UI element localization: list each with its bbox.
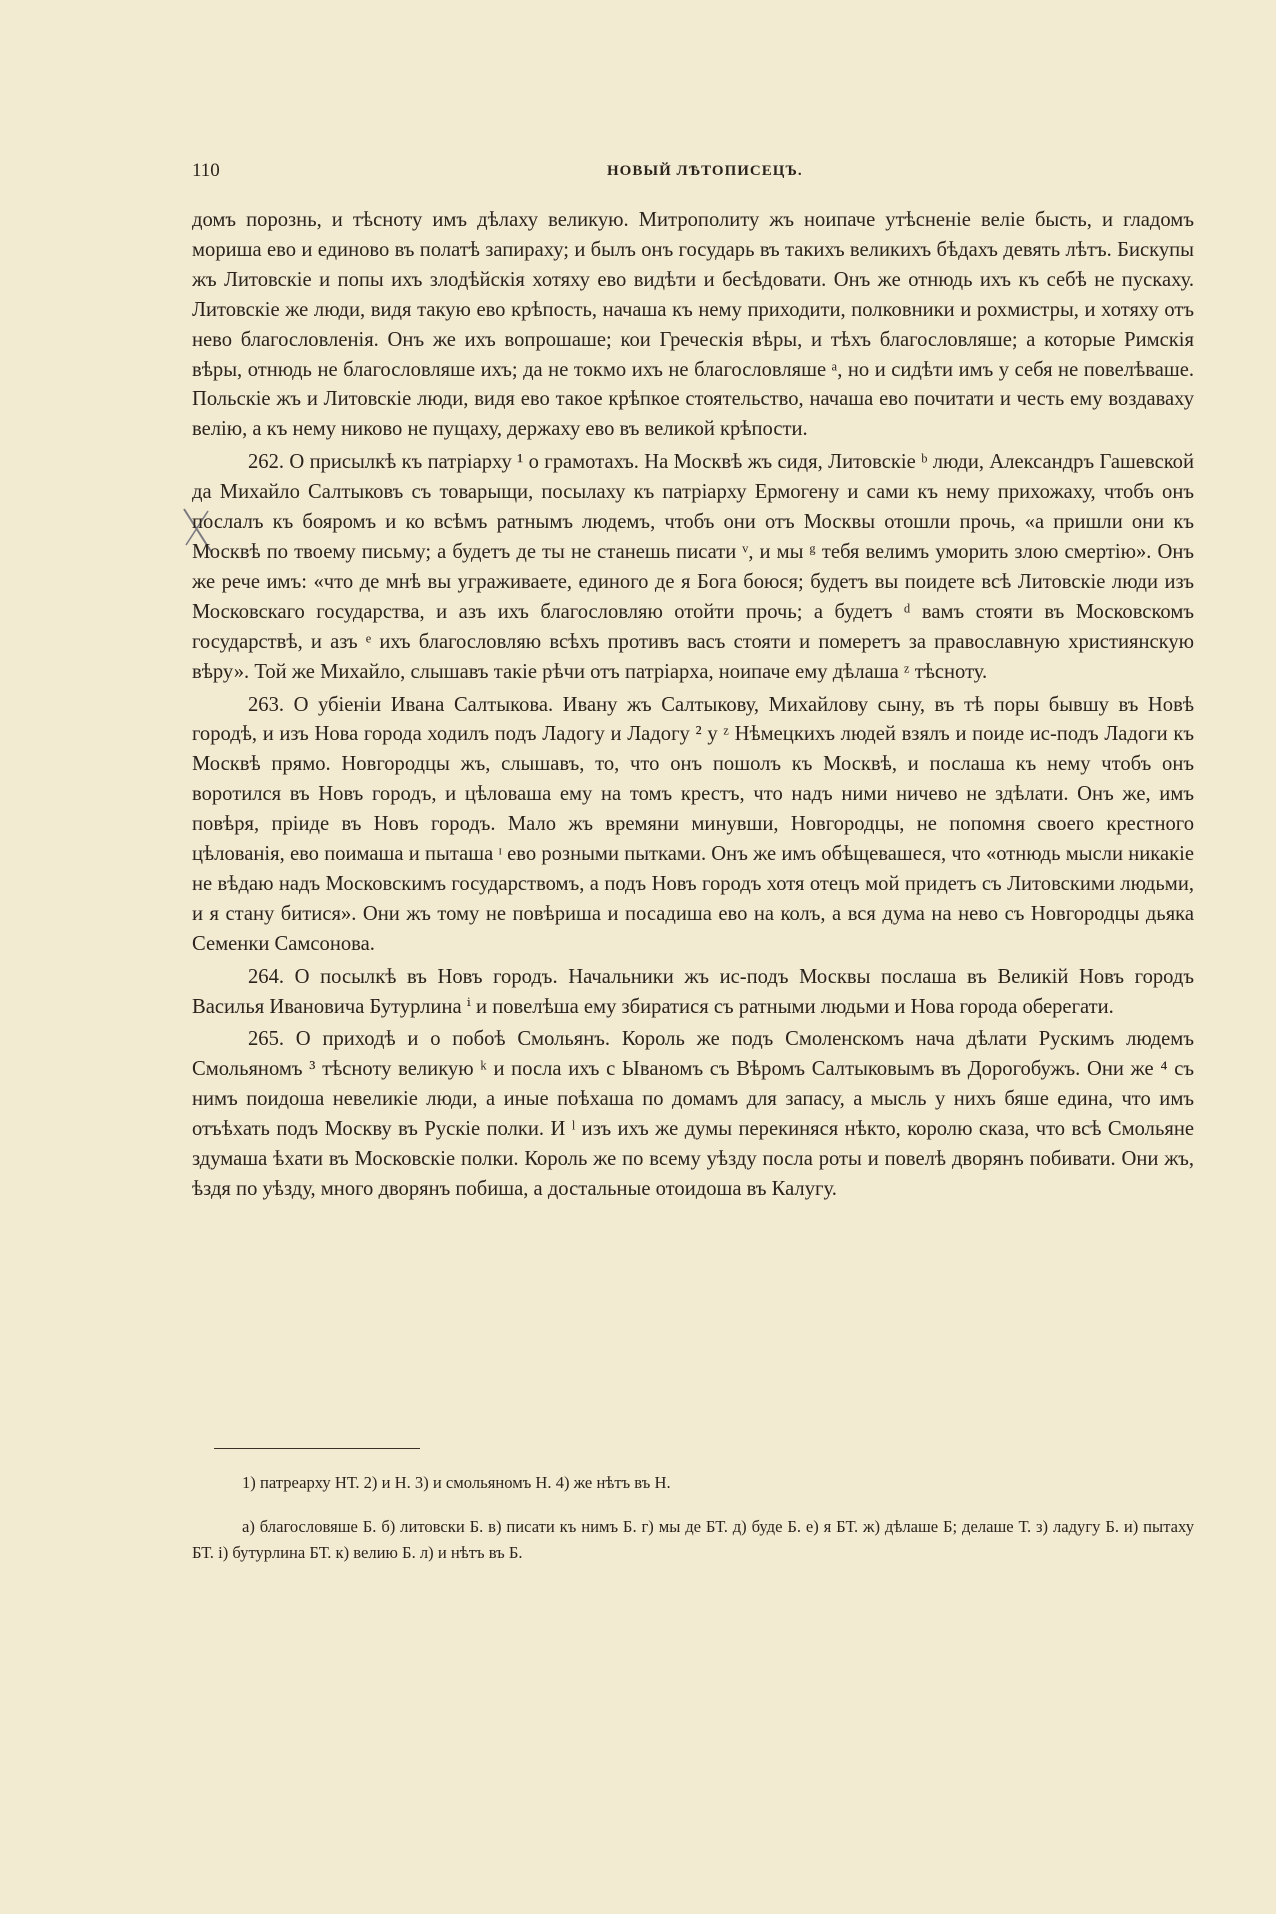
- paragraph-262: 262. О присылкѣ къ патріарху ¹ о грамотахъ. На Москвѣ жъ сидя, Литовскіе ᵇ люди, Александръ Гашевской да Михайло Салтыковъ съ товарыщи, посылаху къ патріарху Ермогену и сами къ нему прихожаху, чтобъ онъ послалъ къ бояромъ и ко всѣмъ ратнымъ людемъ, чтобъ они отъ Москвы отошли прочь, «а пришли они къ Москвѣ по твоему письму; а будетъ де ты не станешь писати ᵛ, и мы ᵍ тебя велимъ уморить злою смертію». Онъ же рече имъ: «что де мнѣ вы угрaживаете, единого де я Бога боюся; будетъ вы поидете всѣ Литовскіе люди изъ Московскаго государства, и азъ ихъ благословляю отойти прочь; а будетъ ᵈ вамъ стояти въ Московскомъ государствѣ, и азъ ᵉ ихъ благословляю всѣхъ противъ васъ стояти и померетъ за православную християнскую вѣру». Той же Михайло, слышавъ такіе рѣчи отъ патріарха, ноипаче ему дѣлаша ᶻ тѣсноту.: [192, 451, 1194, 683]
- paragraph-continuation: домъ порознь, и тѣсноту имъ дѣлаху великую. Митрополиту жъ ноипаче утѣсненіе веліе бысть, и гладомъ мориша ево и единово въ полатѣ запираху; и былъ онъ государь въ такихъ великихъ бѣдахъ девять лѣтъ. Бискупы жъ Литовскіе и попы ихъ злодѣйскія хотяху ево видѣти и бесѣдовати. Онъ же отнюдь ихъ къ себѣ не пускаху. Литовскіе же люди, видя такую ево крѣпость, начаша къ нему приходити, полковники и рохмистры, и хотяху отъ нево благословленія. Онъ же ихъ вопрошаше; кои Греческія вѣры, и тѣхъ благословляше; а которые Римскія вѣры, отнюдь не благословляше ихъ; да не токмо ихъ не благословляше ᵃ, но и сидѣти имъ у себя не повелѣваше. Польскіе жъ и Литовскіе люди, видя ево такое крѣпкое стоятельство, начаша ево почитати и честь ему воздаваху велію, а къ нему никово не пущаху, держаху ево въ великой крѣпости.: [192, 209, 1194, 441]
- footnotes: [192, 1470, 1194, 1566]
- numbered-footnotes: 1) патреарху НТ. 2) и Н. 3) и смольяномъ Н. 4) же нѣтъ въ Н.: [242, 1473, 671, 1492]
- running-title: НОВЫЙ ЛѢТОПИСЕЦЪ.: [607, 163, 803, 179]
- paragraph-263: 263. О убіеніи Ивана Салтыкова. Ивану жъ Салтыкову, Михайлову сыну, въ тѣ поры бывшу въ Новѣ городѣ, и изъ Нова города ходилъ подъ Ладогу и Ладогу ² у ᶻ Нѣмецкихъ людей взялъ и поиде ис-подъ Ладоги къ Москвѣ прямо. Новгородцы жъ, слышавъ, то, что онъ пошолъ къ Москвѣ, и послаша къ нему чтобъ онъ воротился въ Новъ городъ, и цѣловаша ему на томъ крестъ, что надъ ними ничево не здѣлати. Онъ же, имъ повѣря, пріиде въ Новъ городъ. Мало жъ времяни минувши, Новгородцы, не попомня своего крестного цѣлованія, ево поимаша и пыташа ᶦ ево розными пытками. Онъ же имъ обѣщевашеся, что «отнюдь мысли никакіе не вѣдаю надъ Московскимъ государствомъ, а подъ Новъ городъ хотя отецъ мой придетъ съ Литовскими людьми, и я стану битися». Они жъ тому не повѣриша и посадиша ево на колъ, а вся дума на нево съ Новгородцы дьяка Семенки Самсонова.: [192, 693, 1194, 955]
- paragraph-265: 265. О приходѣ и о побоѣ Смольянъ. Король же подъ Смоленскомъ нача дѣлати Рускимъ людемъ Смольяномъ ³ тѣсноту великую ᵏ и посла ихъ с Ываномъ съ Вѣромъ Салтыковымъ въ Дорогобужъ. Они же ⁴ съ нимъ поидоша невеликіе люди, а иные поѣхаша по домамъ для запасу, а мысль у нихъ бяше едина, что имъ отъѣхать подъ Москву въ Рускіе полки. И ˡ изъ ихъ же думы перекиняся нѣкто, королю сказа, что всѣ Смольяне здумаша ѣхати въ Московскіе полки. Король же по всему уѣзду посла роты и повелѣ дворянъ побивати. Они жъ, ѣздя по уѣзду, много дворянъ побиша, а достальные отоидоша въ Калугу.: [192, 1028, 1194, 1200]
- page-number: 110: [192, 160, 220, 181]
- variant-footnotes: а) благословяше Б. б) литовски Б. в) писати къ нимъ Б. г) мы де БТ. д) буде Б. е) я БТ. ж) дѣлаше Б; делаше Т. з) ладугу Б. и) пытаху БТ. і) бутурлина БТ. к) велию Б. л) и нѣтъ въ Б.: [192, 1517, 1194, 1562]
- page-header: [192, 160, 1192, 190]
- main-text: [192, 206, 1194, 1205]
- footnote-divider: [214, 1448, 420, 1449]
- paragraph-264: 264. О посылкѣ въ Новъ городъ. Начальники жъ ис-подъ Москвы послаша въ Великій Новъ городъ Василья Ивановича Бутурлина ⁱ и повелѣша ему збиратися съ ратными людьми и Нова города оберегати.: [192, 965, 1194, 1018]
